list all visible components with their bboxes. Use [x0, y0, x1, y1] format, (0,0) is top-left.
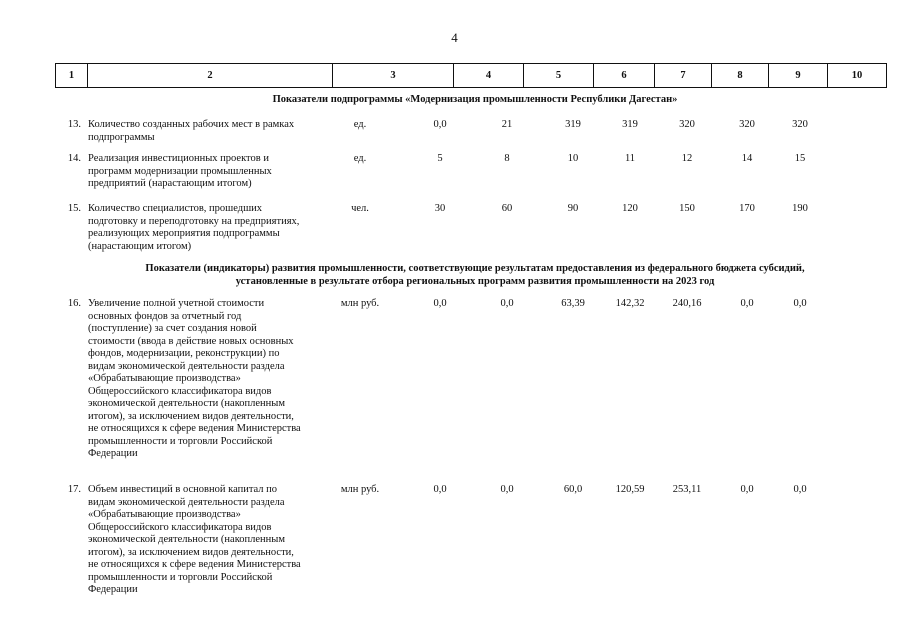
unit-of-measure: млн руб.	[340, 298, 380, 309]
section-heading-line-1: Показатели (индикаторы) развития промышленности, соответствующие результатам предоставления из федерального бюджета субсидий,	[145, 263, 805, 274]
value-col-7: 142,32	[615, 298, 645, 309]
value-col-4: 0,0	[433, 119, 447, 130]
header-row-table	[55, 63, 887, 88]
value-col-7: 120,59	[615, 484, 645, 495]
value-col-9: 170	[739, 203, 755, 214]
value-col-10: 0,0	[793, 298, 807, 309]
value-col-10: 15	[794, 153, 806, 164]
value-col-5: 0,0	[500, 484, 514, 495]
value-col-4: 0,0	[433, 298, 447, 309]
value-col-9: 0,0	[740, 484, 754, 495]
page-number: 4	[451, 30, 458, 45]
value-col-6: 90	[567, 203, 579, 214]
indicator-name: Количество специалистов, прошедших подготовку и переподготовку на предприятиях, реализующих мероприятия подпрограммы (нарастающим итогом)	[88, 203, 300, 252]
row-number: 15.	[67, 203, 81, 214]
value-col-5: 21	[501, 119, 513, 130]
value-col-10: 0,0	[793, 484, 807, 495]
value-col-6: 60,0	[563, 484, 583, 495]
value-col-8: 150	[679, 203, 695, 214]
value-col-7: 120	[622, 203, 638, 214]
header-col-10: 10	[828, 64, 887, 88]
value-col-8: 240,16	[672, 298, 702, 309]
unit-of-measure: ед.	[353, 119, 367, 130]
header-col-1: 1	[56, 64, 88, 88]
value-col-10: 190	[792, 203, 808, 214]
section-heading-indicators	[55, 263, 895, 288]
value-col-5: 0,0	[500, 298, 514, 309]
value-col-6: 319	[565, 119, 581, 130]
value-col-9: 0,0	[740, 298, 754, 309]
value-col-9: 14	[741, 153, 753, 164]
indicator-name: Реализация инвестиционных проектов и программ модернизации промышленных предприятий (нарастающим итогом)	[88, 153, 272, 189]
header-col-6: 6	[594, 64, 655, 88]
section-heading-line-2: установленные в результате отбора региональных программ развития промышленности на 2023 год	[235, 275, 715, 287]
indicator-name: Объем инвестиций в основной капитал по видам экономической деятельности раздела «Обрабатывающие производства» Общероссийского классификатора видов экономической деятельности (накопленным итогом), за исключением видов деятельности, не относящихся к сфере ведения Министерства промышленности и торговли Российской Федерации	[88, 484, 301, 595]
row-number: 16.	[67, 298, 81, 309]
row-number: 14.	[67, 153, 81, 164]
header-col-2: 2	[88, 64, 333, 88]
row-number: 17.	[67, 484, 81, 495]
unit-of-measure: чел.	[351, 203, 369, 214]
header-col-8: 8	[712, 64, 769, 88]
value-col-8: 320	[679, 119, 695, 130]
value-col-10: 320	[792, 119, 808, 130]
value-col-8: 253,11	[672, 484, 702, 495]
value-col-7: 11	[624, 153, 636, 164]
unit-of-measure: ед.	[353, 153, 367, 164]
value-col-8: 12	[681, 153, 693, 164]
header-col-9: 9	[769, 64, 828, 88]
section-heading-subprogram: Показатели подпрограммы «Модернизация промышленности Республики Дагестан»	[272, 94, 678, 105]
value-col-4: 30	[434, 203, 446, 214]
header-col-4: 4	[454, 64, 524, 88]
value-col-4: 0,0	[433, 484, 447, 495]
value-col-6: 10	[567, 153, 579, 164]
row-number: 13.	[67, 119, 81, 130]
value-col-7: 319	[622, 119, 638, 130]
header-col-3: 3	[333, 64, 454, 88]
unit-of-measure: млн руб.	[340, 484, 380, 495]
indicator-name: Увеличение полной учетной стоимости основных фондов за отчетный год (поступление) за счет создания новой стоимости (ввода в действие новых основных фондов, модернизации, реконструкции) по видам экономической деятельности раздела «Обрабатывающие производства» Общероссийского классификатора видов экономической деятельности (накопленным итогом), за исключением видов деятельности, не относящихся к сфере ведения Министерства промышленности и торговли Российской Федерации	[88, 298, 301, 459]
value-col-5: 8	[504, 153, 510, 164]
value-col-6: 63,39	[561, 298, 585, 309]
value-col-4: 5	[437, 153, 443, 164]
header-col-5: 5	[524, 64, 594, 88]
value-col-9: 320	[739, 119, 755, 130]
value-col-5: 60	[501, 203, 513, 214]
indicator-name: Количество созданных рабочих мест в рамках подпрограммы	[88, 119, 295, 143]
header-col-7: 7	[655, 64, 712, 88]
